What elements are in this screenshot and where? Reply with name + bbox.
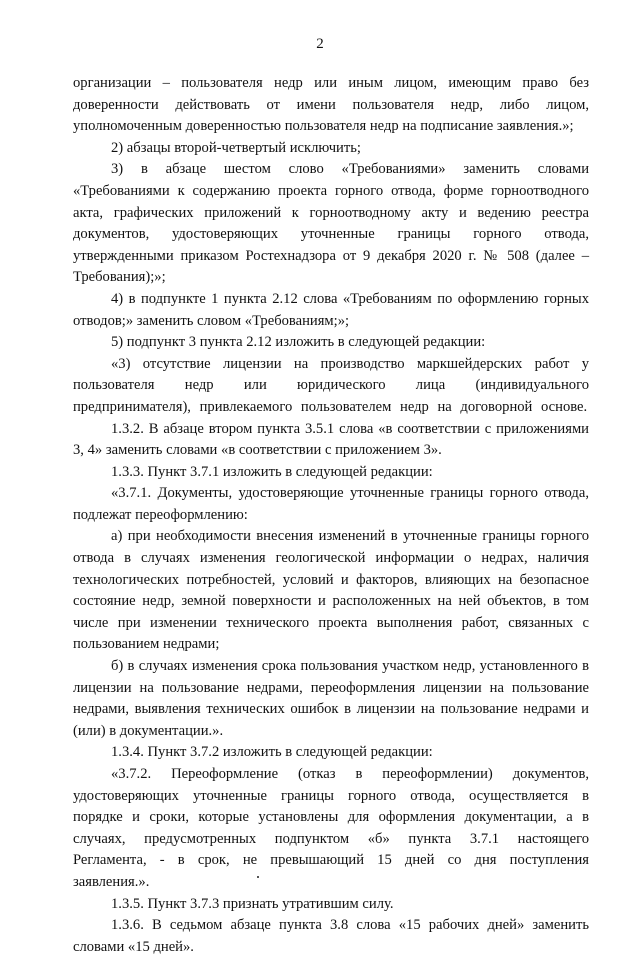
paragraph: 1.3.3. Пункт 3.7.1 изложить в следующей редакции: xyxy=(111,463,433,480)
scan-speck xyxy=(257,876,259,878)
paragraph: 4) в подпункте 1 пункта 2.12 слова «Требованиям по оформлению горных отводов;» заменить словом «Требованиям;»; xyxy=(73,290,589,329)
paragraph: организации – пользователя недр или иным лицом, имеющим право без доверенности действовать от имени пользователя недр, либо лицом, уполномоченным доверенностью пользователя недр на подписание заявления.»; xyxy=(73,75,589,135)
page-number: 2 xyxy=(316,36,324,52)
paragraph: «3.7.2. Переоформление (отказ в переоформлении) документов, удостоверяющих уточненные границы горного отвода, осуществляется в порядке и сроки, которые установлены для оформления документации, а в случаях, предусмотренных подпунктом «б» пункта 3.7.1 настоящего Регламента, - в срок, не превышающий 15 дней со дня поступления заявления.». xyxy=(73,766,589,890)
paragraph: 1.3.2. В абзаце втором пункта 3.5.1 слова «в соответствии с приложениями 3, 4» заменить словами «в соответствии с приложением 3». xyxy=(73,420,589,459)
paragraph: «3) отсутствие лицензии на производство маркшейдерских работ у пользователя недр или юридического лица (индивидуального предпринимателя), привлекаемого пользователем недр на договорной основе. xyxy=(73,355,589,415)
document-body xyxy=(73,73,589,958)
paragraph: 2) абзацы второй-четвертый исключить; xyxy=(111,139,361,156)
paragraph: 5) подпункт 3 пункта 2.12 изложить в следующей редакции: xyxy=(111,334,486,351)
paragraph: «3.7.1. Документы, удостоверяющие уточненные границы горного отвода, подлежат переоформлению: xyxy=(73,485,589,523)
paragraph: 1.3.5. Пункт 3.7.3 признать утратившим силу. xyxy=(111,895,394,912)
paragraph: 1.3.4. Пункт 3.7.2 изложить в следующей редакции: xyxy=(111,744,433,761)
paragraph: а) при необходимости внесения изменений в уточненные границы горного отвода в случаях изменения геологической информации о недрах, наличия технологических потребностей, условий и факторов, влияющих на безопасное состояние недр, земной поверхности и расположенных на ней объектов, в том числе при изменении технического проекта выполнения работ, связанных с пользованием недрами; xyxy=(73,528,589,653)
paragraph: 3) в абзаце шестом слово «Требованиями» заменить словами «Требованиями к содержанию проекта горного отвода, форме горноотводного акта, графических приложений к горноотводному акту и ведению реестра документов, удостоверяющих уточненные границы горного отвода, утвержденными приказом Ростехнадзора от 9 декабря 2020 г. № 508 (далее – Требования);»; xyxy=(73,161,589,286)
paragraph: б) в случаях изменения срока пользования участком недр, установленного в лицензии на пользование недрами, переоформления лицензии на пользование недрами, выявления технических ошибок в лицензии на пользование недрами и (или) в документации.». xyxy=(73,658,589,739)
paragraph: 1.3.6. В седьмом абзаце пункта 3.8 слова «15 рабочих дней» заменить словами «15 дней». xyxy=(73,917,589,955)
